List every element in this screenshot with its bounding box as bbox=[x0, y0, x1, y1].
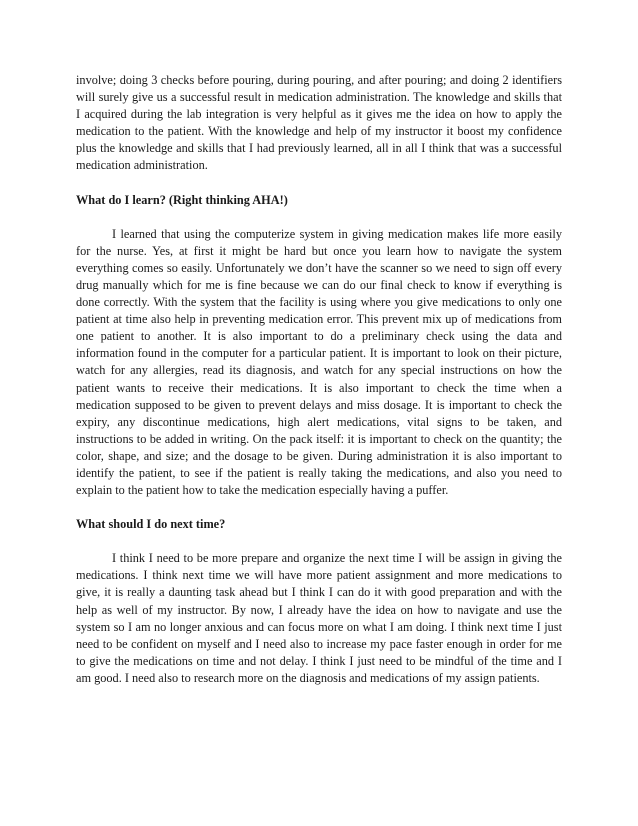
paragraph-what-should-i-do-next-time: I think I need to be more prepare and organize the next time I will be assign in giving the medications. I think next time we will have more patient assignment and more medications to give, it is really a daunting task ahead but I think I can do it with good preparation and with the help as well of my instructor. By now, I already have the idea on how to navigate and use the system so I am no longer anxious and can focus more on what I am doing. I think next time I just need to be confident on myself and I need also to increase my pace faster enough in order for me to give the medications on time and not delay. I think I just need to be mindful of the time and I am good. I need also to research more on the diagnosis and medications of my assign patients. bbox=[76, 551, 562, 685]
section-heading-what-should-i-do-next-time: What should I do next time? bbox=[76, 517, 226, 532]
section-heading-what-do-i-learn: What do I learn? (Right thinking AHA!) bbox=[76, 192, 288, 207]
paragraph-continuation: involve; doing 3 checks before pouring, during pouring, and after pouring; and doing 2 identifiers will surely give us a successful result in medication administration. The knowledge and skills that I acquired during the lab integration is very helpful as it gives me the idea on how to apply the medication to the patient. With the knowledge and help of my instructor it boost my confidence plus the knowledge and skills that I had previously learned, all in all I think that was a successful medication administration. bbox=[76, 73, 562, 173]
document-body bbox=[76, 72, 562, 687]
paragraph-what-do-i-learn: I learned that using the computerize system in giving medication makes life more easily for the nurse. Yes, at first it might be hard but once you learn how to navigate the system everything comes so easily. Unfortunately we don’t have the scanner so we need to sign off every drug manually which for me is fine because we can do our final check to know if everything is done correctly. With the system that the facility is using where you give medications to only one patient at time also help in preventing medication error. This prevent mix up of medications from one patient to another. It is also important to do a preliminary check using the data and information found in the computer for a particular patient. It is important to look on their picture, watch for any allergies, read its diagnosis, and watch for any special instructions on how the patient wants to receive their medications. It is also important to check the time when a medication supposed to be given to prevent delays and miss dosage. It is important to check the expiry, any discontinue medications, high alert medications, vital signs to be taken, and instructions to be added in writing. On the pack itself: it is important to check on the quantity; the color, shape, and size; and the dosage to be given. During administration it is also important to identify the patient, to see if the patient is really taking the medications, and also you need to explain to the patient how to take the medication especially having a puffer. bbox=[76, 226, 562, 498]
